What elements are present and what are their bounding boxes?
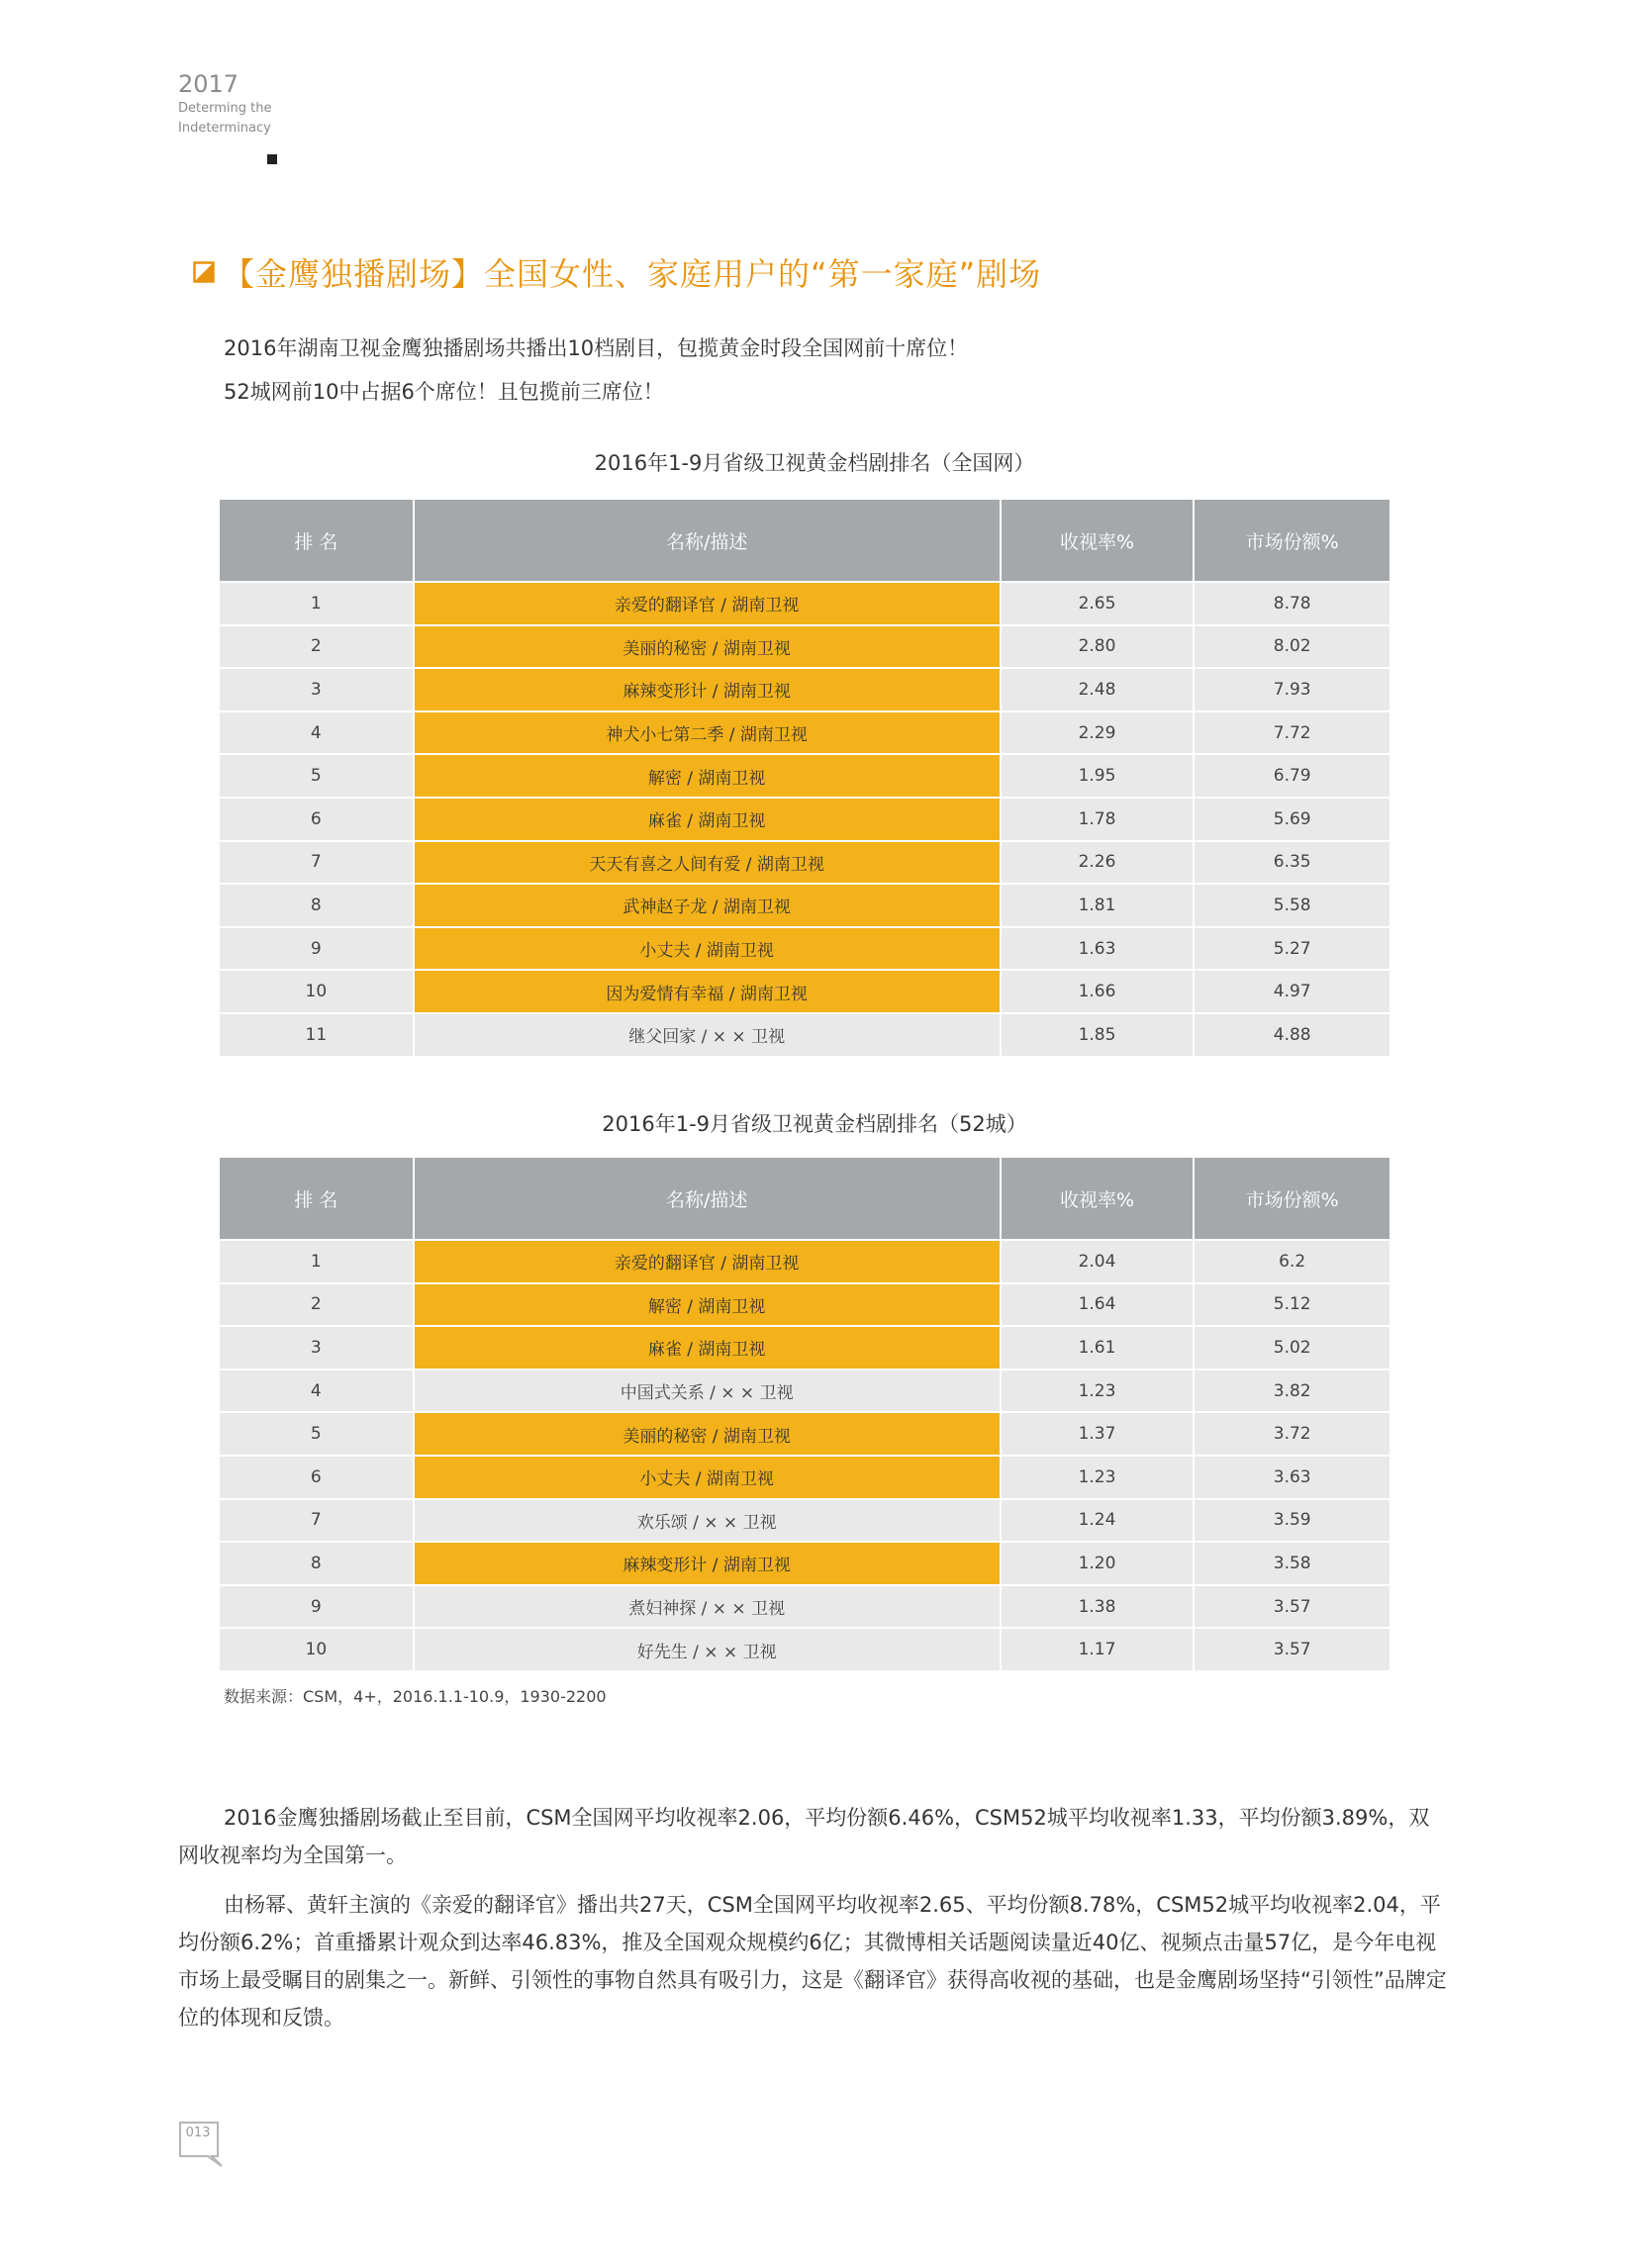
share-cell: 3.82: [1195, 1370, 1389, 1412]
rating-cell: 1.23: [1002, 1370, 1194, 1412]
rank-cell: 2: [220, 1284, 413, 1326]
rank-cell: 8: [220, 885, 413, 926]
share-cell: 3.72: [1195, 1413, 1389, 1455]
table1-caption: 2016年1-9月省级卫视黄金档剧排名（全国网）: [594, 451, 1035, 475]
rank-cell: 5: [220, 755, 413, 797]
share-cell: 5.02: [1195, 1327, 1389, 1369]
rating-cell: 1.37: [1002, 1413, 1194, 1455]
rating-cell: 2.80: [1002, 626, 1194, 668]
rating-cell: 1.20: [1002, 1543, 1194, 1584]
program-name-cell: 欢乐颂 / × × 卫视: [415, 1500, 1000, 1542]
rank-cell: 7: [220, 1500, 413, 1542]
program-name-cell: 武神赵子龙 / 湖南卫视: [415, 885, 1000, 926]
share-cell: 6.79: [1195, 755, 1389, 797]
header-line-2: Indeterminacy: [178, 121, 271, 136]
rating-cell: 2.48: [1002, 669, 1194, 710]
rank-cell: 2: [220, 626, 413, 668]
rank-cell: 9: [220, 1586, 413, 1628]
program-name-cell: 亲爱的翻译官 / 湖南卫视: [415, 583, 1000, 624]
header-rating: 收视率%: [1002, 1158, 1194, 1239]
table-row: [220, 1584, 1389, 1628]
table-row: [220, 1369, 1389, 1412]
program-name-cell: 神犬小七第二季 / 湖南卫视: [415, 712, 1000, 754]
section-title: [193, 249, 1041, 295]
share-cell: 5.69: [1195, 799, 1389, 840]
program-name-cell: 小丈夫 / 湖南卫视: [415, 1457, 1000, 1498]
rating-cell: 1.38: [1002, 1586, 1194, 1628]
header-share: 市场份额%: [1195, 1158, 1389, 1239]
header-name: 名称/描述: [415, 500, 1000, 581]
table-row: [220, 1411, 1389, 1455]
rank-cell: 8: [220, 1543, 413, 1584]
rank-cell: 7: [220, 842, 413, 884]
program-name-cell: 解密 / 湖南卫视: [415, 755, 1000, 797]
rating-cell: 1.63: [1002, 928, 1194, 970]
table-header-row: [220, 1158, 1389, 1239]
running-header: [178, 69, 271, 139]
header-share: 市场份额%: [1195, 500, 1389, 581]
program-name-cell: 煮妇神探 / × × 卫视: [415, 1586, 1000, 1628]
header-rank: 排 名: [220, 500, 413, 581]
program-name-cell: 解密 / 湖南卫视: [415, 1284, 1000, 1326]
table-row: [220, 624, 1389, 668]
header-year: 2017: [178, 70, 240, 98]
share-cell: 8.78: [1195, 583, 1389, 624]
rank-cell: 1: [220, 583, 413, 624]
share-cell: 3.63: [1195, 1457, 1389, 1498]
table-row: [220, 710, 1389, 754]
rank-cell: 10: [220, 971, 413, 1012]
rating-cell: 2.65: [1002, 583, 1194, 624]
table-row: [220, 1012, 1389, 1056]
share-cell: 6.2: [1195, 1241, 1389, 1282]
body-paragraph-2: 由杨幂、黄轩主演的《亲爱的翻译官》播出共27天，CSM全国网平均收视率2.65、平均份额8.78%，CSM52城平均收视率2.04，平均份额6.2%；首重播累计观众到达率46.83%，推及全国观众规模约6亿；其微博相关话题阅读量近40亿、视频点击量57亿，是今年电视市场上最受瞩目的剧集之一。新鲜、引领性的事物自然具有吸引力，这是《翻译官》获得高收视的基础，也是金鹰剧场坚持“引领性”品牌定位的体现和反馈。: [178, 1893, 1447, 2030]
rank-cell: 10: [220, 1629, 413, 1670]
header-rating: 收视率%: [1002, 500, 1194, 581]
program-name-cell: 麻辣变形计 / 湖南卫视: [415, 1543, 1000, 1584]
rating-cell: 1.85: [1002, 1014, 1194, 1056]
rank-cell: 3: [220, 669, 413, 710]
rank-cell: 9: [220, 928, 413, 970]
rating-cell: 1.95: [1002, 755, 1194, 797]
national-ranking-table: [220, 500, 1389, 1056]
table-row: [220, 1541, 1389, 1584]
rank-cell: 6: [220, 1457, 413, 1498]
rating-cell: 2.29: [1002, 712, 1194, 754]
table-header-row: [220, 500, 1389, 581]
table-row: [220, 1282, 1389, 1326]
program-name-cell: 小丈夫 / 湖南卫视: [415, 928, 1000, 970]
rating-cell: 1.61: [1002, 1327, 1194, 1369]
rating-cell: 1.81: [1002, 885, 1194, 926]
data-source-note: 数据来源：CSM，4+，2016.1.1-10.9，1930-2200: [224, 1687, 607, 1706]
table-row: [220, 797, 1389, 840]
header-line-1: Determing the: [178, 101, 272, 116]
table-row: [220, 1627, 1389, 1670]
rank-cell: 3: [220, 1327, 413, 1369]
share-cell: 6.35: [1195, 842, 1389, 884]
program-name-cell: 继父回家 / × × 卫视: [415, 1014, 1000, 1056]
program-name-cell: 好先生 / × × 卫视: [415, 1629, 1000, 1670]
rank-cell: 4: [220, 712, 413, 754]
rating-cell: 1.64: [1002, 1284, 1194, 1326]
table-row: [220, 667, 1389, 710]
share-cell: 4.97: [1195, 971, 1389, 1012]
program-name-cell: 天天有喜之人间有爱 / 湖南卫视: [415, 842, 1000, 884]
body-paragraph-1: 2016金鹰独播剧场截止至目前，CSM全国网平均收视率2.06，平均份额6.46%，CSM52城平均收视率1.33，平均份额3.89%，双网收视率均为全国第一。: [178, 1806, 1430, 1867]
table-row: [220, 840, 1389, 884]
share-cell: 3.57: [1195, 1586, 1389, 1628]
table-row: [220, 926, 1389, 970]
rating-cell: 1.17: [1002, 1629, 1194, 1670]
intro-line-2: 52城网前10中占据6个席位！且包揽前三席位！: [224, 380, 664, 404]
share-cell: 5.12: [1195, 1284, 1389, 1326]
header-rank: 排 名: [220, 1158, 413, 1239]
rating-cell: 1.24: [1002, 1500, 1194, 1542]
rank-cell: 5: [220, 1413, 413, 1455]
share-cell: 5.58: [1195, 885, 1389, 926]
header-square-mark: [267, 154, 277, 164]
program-name-cell: 因为爱情有幸福 / 湖南卫视: [415, 971, 1000, 1012]
share-cell: 7.93: [1195, 669, 1389, 710]
share-cell: 8.02: [1195, 626, 1389, 668]
share-cell: 3.57: [1195, 1629, 1389, 1670]
header-name: 名称/描述: [415, 1158, 1000, 1239]
program-name-cell: 麻辣变形计 / 湖南卫视: [415, 669, 1000, 710]
table2-caption: 2016年1-9月省级卫视黄金档剧排名（52城）: [602, 1112, 1027, 1136]
city52-ranking-table: [220, 1158, 1389, 1670]
table-row: [220, 1239, 1389, 1282]
intro-line-1: 2016年湖南卫视金鹰独播剧场共播出10档剧目，包揽黄金时段全国网前十席位！: [224, 336, 969, 360]
program-name-cell: 中国式关系 / × × 卫视: [415, 1370, 1000, 1412]
program-name-cell: 麻雀 / 湖南卫视: [415, 1327, 1000, 1369]
rating-cell: 1.78: [1002, 799, 1194, 840]
section-title-text: 【金鹰独播剧场】全国女性、家庭用户的“第一家庭”剧场: [223, 255, 1042, 293]
table-row: [220, 969, 1389, 1012]
table-row: [220, 753, 1389, 797]
share-cell: 4.88: [1195, 1014, 1389, 1056]
rank-cell: 1: [220, 1241, 413, 1282]
corner-square-icon: [193, 261, 215, 283]
rank-cell: 4: [220, 1370, 413, 1412]
table-row: [220, 1498, 1389, 1542]
rank-cell: 11: [220, 1014, 413, 1056]
table-row: [220, 1325, 1389, 1369]
program-name-cell: 美丽的秘密 / 湖南卫视: [415, 626, 1000, 668]
rating-cell: 1.66: [1002, 971, 1194, 1012]
rating-cell: 2.04: [1002, 1241, 1194, 1282]
program-name-cell: 美丽的秘密 / 湖南卫视: [415, 1413, 1000, 1455]
table-row: [220, 581, 1389, 624]
program-name-cell: 亲爱的翻译官 / 湖南卫视: [415, 1241, 1000, 1282]
page-number: 013: [185, 2126, 211, 2140]
table-row: [220, 883, 1389, 926]
share-cell: 3.58: [1195, 1543, 1389, 1584]
share-cell: 5.27: [1195, 928, 1389, 970]
rating-cell: 1.23: [1002, 1457, 1194, 1498]
rating-cell: 2.26: [1002, 842, 1194, 884]
table-row: [220, 1455, 1389, 1498]
program-name-cell: 麻雀 / 湖南卫视: [415, 799, 1000, 840]
rank-cell: 6: [220, 799, 413, 840]
share-cell: 3.59: [1195, 1500, 1389, 1542]
share-cell: 7.72: [1195, 712, 1389, 754]
